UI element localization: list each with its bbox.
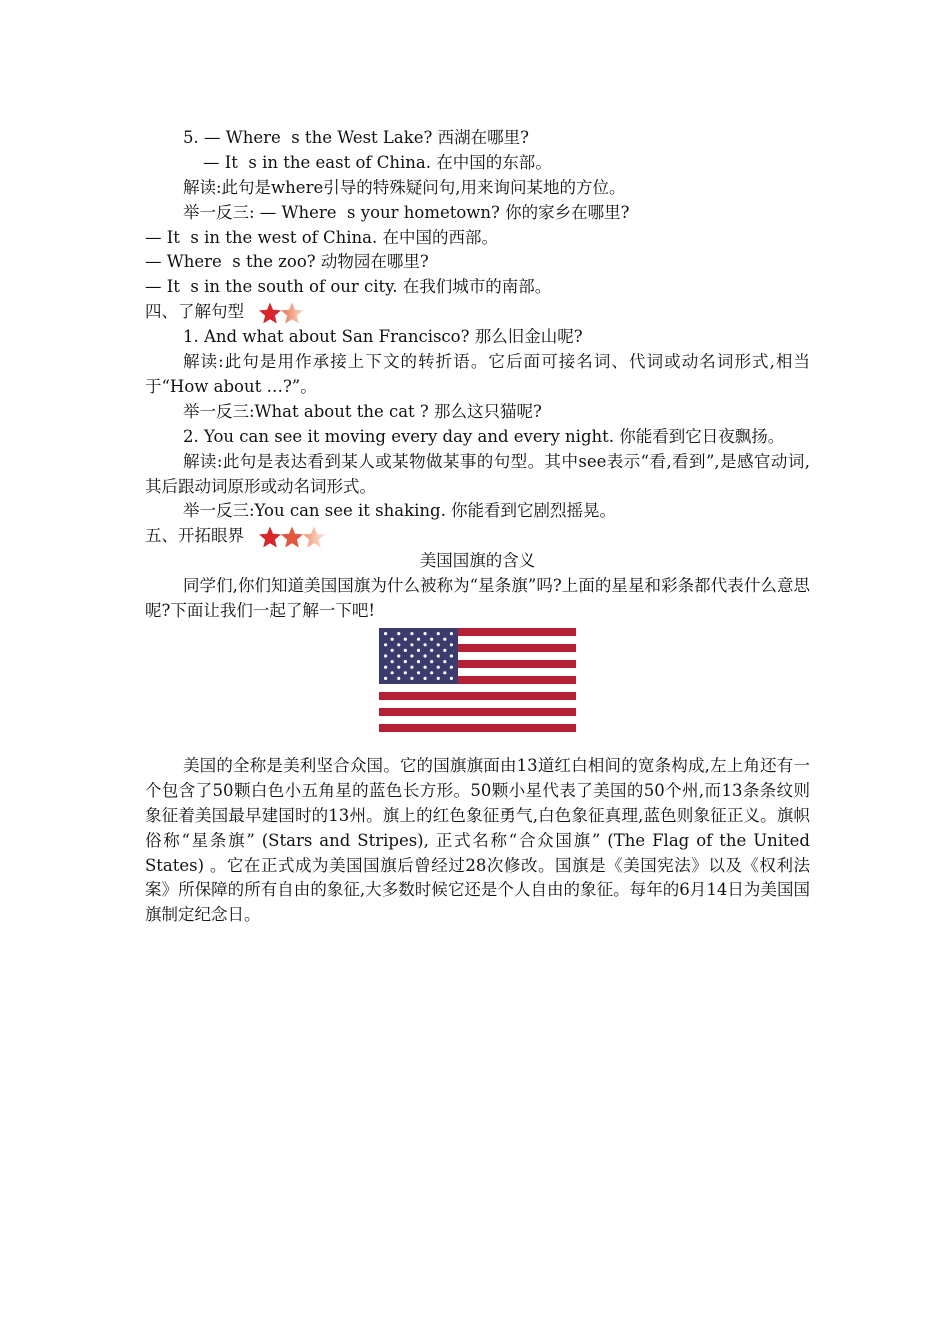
star-half-icon	[302, 525, 326, 549]
item5-question: 5. — Where s the West Lake? 西湖在哪里?	[183, 128, 529, 147]
section5-star-rating	[258, 525, 324, 549]
flag-star	[450, 643, 453, 646]
star-half-icon	[280, 301, 304, 325]
section5-title: 五、开拓眼界	[145, 526, 244, 546]
flag-star	[423, 643, 426, 646]
item1-sentence: 1. And what about San Francisco? 那么旧金山呢?	[183, 327, 583, 347]
flag-star	[450, 654, 453, 657]
example2-question: — Where s the zoo? 动物园在哪里?	[145, 252, 429, 272]
flag-star	[384, 654, 387, 657]
flag-star	[450, 677, 453, 680]
section5-heading	[145, 524, 810, 549]
flag-star	[391, 660, 394, 663]
flag-star	[443, 649, 446, 652]
page-content	[145, 126, 810, 928]
flag-star	[443, 671, 446, 674]
flag-star	[410, 677, 413, 680]
item5-explanation: 解读:此句是where引导的特殊疑问句,用来询问某地的方位。	[183, 177, 626, 197]
flag-star	[397, 677, 400, 680]
flag-star	[423, 654, 426, 657]
flag-star	[430, 649, 433, 652]
flag-canton	[379, 628, 458, 684]
item2-explanation: 解读:此句是表达看到某人或某物做某事的句型。其中see表示“看,看到”,是感官动词,其后跟动词原形或动名词形式。	[145, 451, 810, 496]
flag-star	[417, 638, 420, 641]
flag-star	[423, 677, 426, 680]
flag-star	[437, 643, 440, 646]
flag-star	[397, 632, 400, 635]
example1-answer: — It s in the west of China. 在中国的西部。	[145, 227, 499, 247]
section4-star-rating	[258, 301, 302, 325]
flag-star	[423, 666, 426, 669]
flag-star	[391, 649, 394, 652]
flag-star	[423, 632, 426, 635]
star-full-icon	[258, 301, 282, 325]
flag-star	[417, 671, 420, 674]
flag-star	[430, 638, 433, 641]
flag-star	[384, 677, 387, 680]
flag-star	[404, 649, 407, 652]
item2-example: 举一反三:You can see it shaking. 你能看到它剧烈摇晃。	[183, 501, 617, 521]
flag-star	[410, 654, 413, 657]
flag-star	[410, 632, 413, 635]
flag-star	[443, 660, 446, 663]
section4-heading	[145, 300, 810, 325]
flag-star	[404, 638, 407, 641]
spacer	[145, 740, 810, 754]
flag-star	[384, 643, 387, 646]
flag-star	[430, 671, 433, 674]
us-flag-image	[379, 628, 576, 732]
flag-red-stripe	[379, 692, 576, 700]
flag-red-stripe	[379, 708, 576, 716]
flag-star	[391, 638, 394, 641]
flag-star	[404, 660, 407, 663]
flag-star	[397, 643, 400, 646]
star-full-icon	[280, 525, 304, 549]
flag-star	[384, 632, 387, 635]
flag-star	[391, 671, 394, 674]
flag-star	[437, 654, 440, 657]
flag-star	[443, 638, 446, 641]
example1-question: 举一反三: — Where s your hometown? 你的家乡在哪里?	[183, 202, 630, 222]
item1-explanation: 解读:此句是用作承接上下文的转折语。它后面可接名词、代词或动名词形式,相当于“How about …?”。	[145, 352, 810, 396]
example2-answer: — It s in the south of our city. 在我们城市的南部。	[145, 277, 552, 297]
flag-star	[437, 666, 440, 669]
item2-sentence: 2. You can see it moving every day and every night. 你能看到它日夜飘扬。	[183, 426, 785, 446]
flag-star	[384, 666, 387, 669]
flag-star	[397, 654, 400, 657]
flag-star	[437, 632, 440, 635]
item5-answer: — It s in the east of China. 在中国的东部。	[203, 152, 552, 172]
flag-star	[450, 666, 453, 669]
flag-star	[410, 643, 413, 646]
flag-red-stripe	[379, 724, 576, 732]
flag-star	[410, 666, 413, 669]
us-flag-figure	[145, 628, 810, 740]
flag-star	[430, 660, 433, 663]
flag-star	[417, 649, 420, 652]
flag-star	[450, 632, 453, 635]
article-title: 美国国旗的含义	[419, 551, 536, 571]
star-full-icon	[258, 525, 282, 549]
item1-example: 举一反三:What about the cat ? 那么这只猫呢?	[183, 401, 542, 421]
article-body: 美国的全称是美利坚合众国。它的国旗旗面由13道红白相间的宽条构成,左上角还有一个包含了50颗白色小五角星的蓝色长方形。50颗小星代表了美国的50个州,而13条条纹则象征着美国最早建国时的13州。旗上的红色象征勇气,白色象征真理,蓝色则象征正义。旗帜俗称“星条旗” (Stars and Stripes), 正式名称“合众国旗” (The Flag of the United States) 。它在正式成为美国国旗后曾经过28次修改。国旗是《美国宪法》以及《权利法案》所保障的所有自由的象征,大多数时候它还是个人自由的象征。每年的6月14日为美国国旗制定纪念日。	[145, 755, 810, 925]
section4-title: 四、了解句型	[145, 302, 244, 322]
flag-star	[417, 660, 420, 663]
article-intro: 同学们,你们知道美国国旗为什么被称为“星条旗”吗?上面的星星和彩条都代表什么意思呢?下面让我们一起了解一下吧!	[145, 576, 810, 621]
flag-star	[397, 666, 400, 669]
flag-star	[404, 671, 407, 674]
flag-star	[437, 677, 440, 680]
